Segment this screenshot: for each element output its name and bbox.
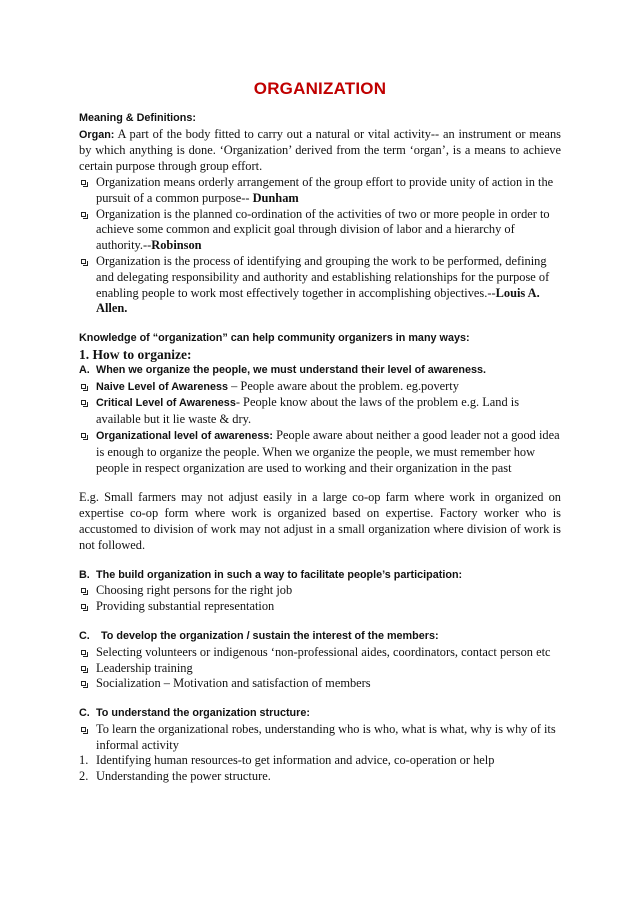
organ-label: Organ: xyxy=(79,128,115,141)
meaning-heading: Meaning & Definitions: xyxy=(79,111,196,124)
checkbox-bullet-icon xyxy=(81,588,86,593)
knowledge-heading: Knowledge of “organization” can help community organizers in many ways: xyxy=(79,332,470,345)
definition-item xyxy=(79,207,561,254)
list-item: To learn the organizational robes, understanding who is who, what is what, why is why of its informal activity xyxy=(79,722,561,754)
list-item: Choosing right persons for the right job xyxy=(79,583,561,599)
list-item: Selecting volunteers or indigenous ‘non-professional aides, coordinators, contact person etc xyxy=(79,645,561,661)
section-c-structure-heading: C. To understand the organization structure: xyxy=(79,706,561,722)
checkbox-bullet-icon xyxy=(81,681,86,686)
definition-item xyxy=(79,254,561,317)
definition-text: Organization means orderly arrangement of the group effort to provide unity of action in the pursuit of a common purpose-- xyxy=(96,174,554,205)
numbered-item: 1. Identifying human resources-to get information and advice, co-operation or help xyxy=(79,753,495,768)
awareness-text: People aware about neither a good leader not a good idea is enough to organize the people. When we organize the people, we must remember how people in respect organization are used to working and their organization in the past xyxy=(96,427,560,475)
definition-item xyxy=(79,175,561,207)
section-letter: C. xyxy=(79,629,90,642)
how-to-organize-heading: 1. How to organize: xyxy=(79,346,192,362)
page-title: ORGANIZATION xyxy=(253,79,387,98)
organ-definition xyxy=(79,127,561,175)
awareness-item xyxy=(79,395,561,428)
item-number: 1. xyxy=(79,753,89,768)
awareness-label: Organizational level of awareness: xyxy=(96,429,274,442)
definition-text: Organization is the planned co-ordination of the activities of two or more people in order to achieve some common and explicit goal through division of labor and a hierarchy of authority.-- xyxy=(96,206,550,253)
checkbox-bullet-icon xyxy=(81,384,86,389)
awareness-item xyxy=(79,428,561,476)
list-item: Socialization – Motivation and satisfaction of members xyxy=(79,676,561,692)
definition-author: Dunham xyxy=(249,190,299,205)
organ-text: A part of the body fitted to carry out a natural or vital activity-- an instrument or means by which anything is done. ‘Organization’ derived from the term ‘organ’, is a means to achieve certain purpose through group effort. xyxy=(79,126,561,174)
numbered-item: 2. Understanding the power structure. xyxy=(79,769,271,784)
definition-text: Organization is the process of identifying and grouping the work to be performed, defining and delegating responsibility and authority and establishing relationships for the purpose of enabling people to work most effectively together in accomplishing objectives.-- xyxy=(96,253,550,300)
document-page xyxy=(79,76,561,785)
section-a-heading: A. When we organize the people, we must understand their level of awareness. xyxy=(79,363,561,379)
section-letter: C. xyxy=(79,707,90,720)
checkbox-bullet-icon xyxy=(81,604,86,609)
checkbox-bullet-icon xyxy=(81,259,86,264)
list-item: Providing substantial representation xyxy=(79,599,561,615)
list-item: Leadership training xyxy=(79,661,561,677)
awareness-item xyxy=(79,379,561,396)
item-number: 2. xyxy=(79,769,89,784)
definition-author: Louis A. Allen. xyxy=(96,285,540,316)
checkbox-bullet-icon xyxy=(81,212,86,217)
awareness-text: - People know about the laws of the problem e.g. Land is available but it lie waste & dry. xyxy=(96,395,520,427)
checkbox-bullet-icon xyxy=(81,433,86,438)
checkbox-bullet-icon xyxy=(81,727,86,732)
example-paragraph: E.g. Small farmers may not adjust easily in a large co-op farm where work in organized on expertise co-op form where work is organized based on expertise. Factory worker who is accustomed to division of work may not adjust in a small organization where division of work is not followed. xyxy=(79,490,561,552)
checkbox-bullet-icon xyxy=(81,666,86,671)
checkbox-bullet-icon xyxy=(81,180,86,185)
checkbox-bullet-icon xyxy=(81,650,86,655)
section-b-heading: B. The build organization in such a way to facilitate people’s participation: xyxy=(79,568,561,584)
awareness-label: Naive Level of Awareness xyxy=(96,380,229,393)
section-letter: B. xyxy=(79,568,90,581)
section-letter: A. xyxy=(79,363,90,376)
awareness-text: – People aware about the problem. eg.poverty xyxy=(228,378,459,393)
section-c-heading: C. To develop the organization / sustain the interest of the members: xyxy=(79,629,561,645)
checkbox-bullet-icon xyxy=(81,400,86,405)
definition-author: Robinson xyxy=(151,238,202,253)
awareness-label: Critical Level of Awareness xyxy=(96,397,236,410)
